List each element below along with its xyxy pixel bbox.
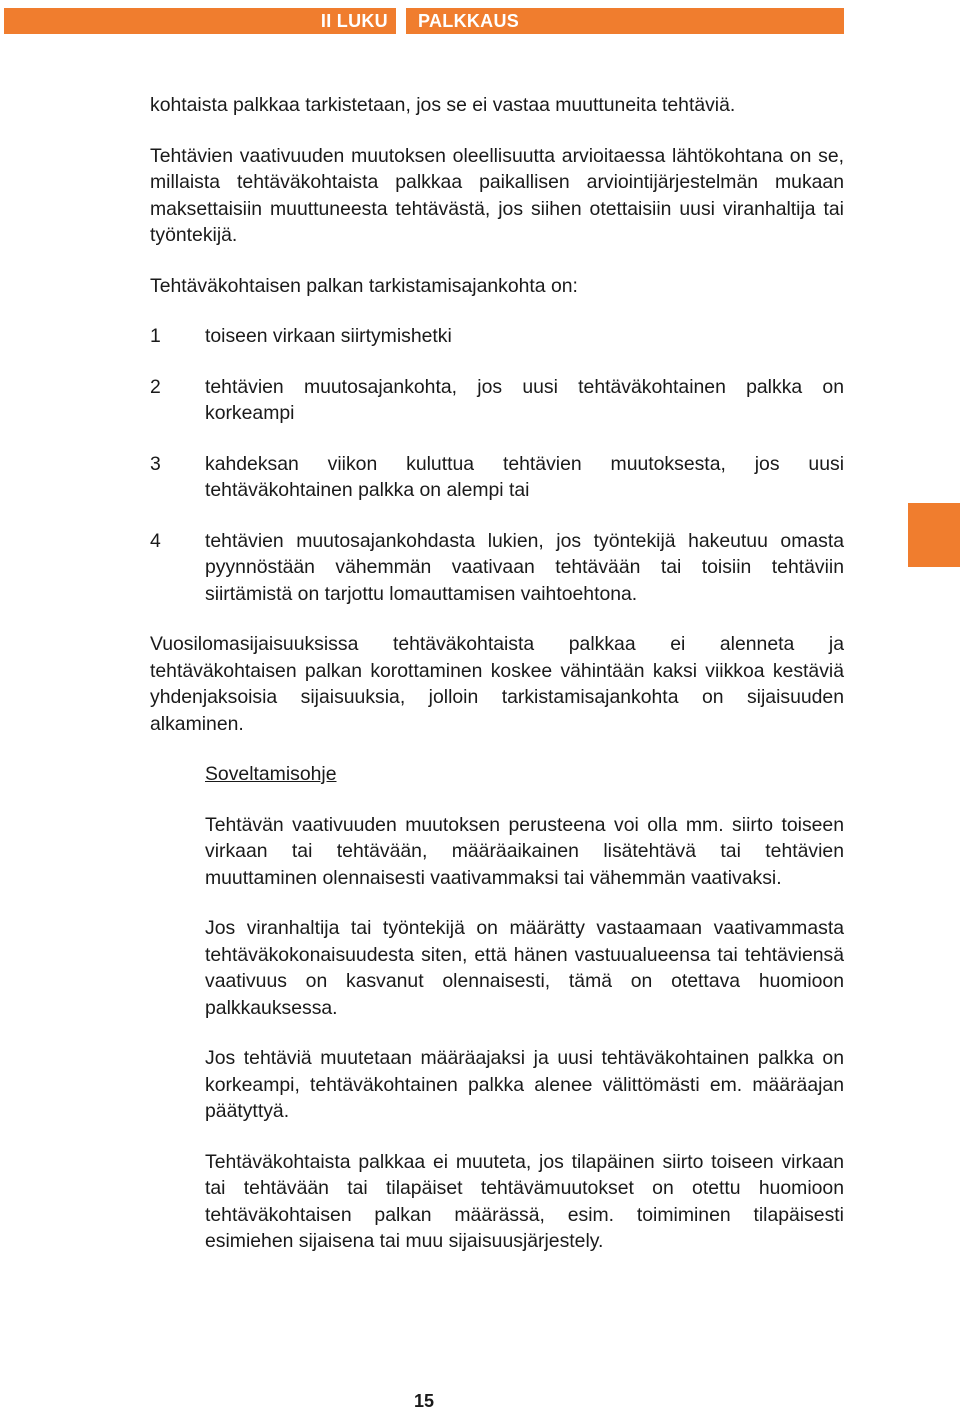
guidance-paragraph: Jos tehtäviä muutetaan määräajaksi ja uusi tehtäväkohtainen palkka on korkeampi, tehtäväkohtainen palkka alenee välittömästi em. määräajan päätyttyä.	[205, 1047, 844, 1122]
list-item	[150, 323, 844, 350]
guidance-paragraph: Jos viranhaltija tai työntekijä on määrätty vastaamaan vaativammasta tehtäväkokonaisuudesta siten, että hänen vastuualueensa tai tehtäviensä vaativuus on kasvanut olennaisesti, tämä on otettava huomioon palkkauksessa.	[205, 917, 844, 1019]
list-text: tehtävien muutosajankohdasta lukien, jos työntekijä hakeutuu omasta pyynnöstään vähemmän vaativaan tehtävään tai toisiin tehtäviin siirtämistä on tarjottu lomauttamisen vaihtoehtona.	[205, 529, 844, 605]
guidance-section	[150, 761, 844, 1255]
list-item	[150, 374, 844, 427]
page-body	[150, 92, 844, 1255]
paragraph-holiday-substitutions: Vuosilomasijaisuuksissa tehtäväkohtaista palkkaa ei alenneta ja tehtäväkohtaisen palkan korottaminen koskee vähintään kaksi viikkoa kestäviä yhdenjaksoisia sijaisuuksia, jolloin tarkistamisajankohta on sijaisuuden alkaminen.	[150, 633, 844, 735]
guidance-heading: Soveltamisohje	[205, 763, 337, 785]
paragraph-assessment: Tehtävien vaativuuden muutoksen oleellisuutta arvioitaessa lähtökohtana on se, millaista tehtäväkohtaista palkkaa paikallisen arviointijärjestelmän mukaan maksettaisiin muuttuneesta tehtävästä, jos siihen otettaisiin uusi viranhaltija tai työntekijä.	[150, 144, 844, 246]
chapter-title: PALKKAUS	[406, 8, 844, 34]
list-text: tehtävien muutosajankohta, jos uusi tehtäväkohtainen palkka on korkeampi	[205, 375, 844, 424]
guidance-paragraph: Tehtäväkohtaista palkkaa ei muuteta, jos tilapäinen siirto toiseen virkaan tai tehtävään tai tilapäiset tehtävämuutokset on otettu huomioon tehtäväkohtaisen palkan määrässä, esim. toimiminen tilapäisesti esimiehen sijaisena tai muu sijaisuusjärjestely.	[205, 1150, 844, 1252]
chapter-label: II LUKU	[4, 8, 396, 34]
list-number: 2	[150, 375, 161, 398]
page-number: 15	[413, 1391, 435, 1411]
list-number: 1	[150, 325, 161, 347]
guidance-paragraph: Tehtävän vaativuuden muutoksen perusteena voi olla mm. siirto toiseen virkaan tai tehtävään, määräaikainen lisätehtävä tai tehtävien muuttaminen olennaisesti vaativammaksi tai vähemmän vaativaksi.	[205, 813, 844, 889]
list-text: toiseen virkaan siirtymishetki	[205, 325, 452, 347]
paragraph-list-intro: Tehtäväkohtaisen palkan tarkistamisajankohta on:	[150, 274, 578, 297]
paragraph-intro: kohtaista palkkaa tarkistetaan, jos se ei vastaa muuttuneita tehtäviä.	[150, 94, 736, 116]
list-number: 4	[150, 529, 161, 552]
section-tab-marker	[908, 503, 960, 567]
list-item	[150, 451, 844, 504]
list-text: kahdeksan viikon kuluttua tehtävien muutoksesta, jos uusi tehtäväkohtainen palkka on alempi tai	[205, 452, 844, 501]
list-number: 3	[150, 452, 161, 475]
list-item	[150, 528, 844, 608]
